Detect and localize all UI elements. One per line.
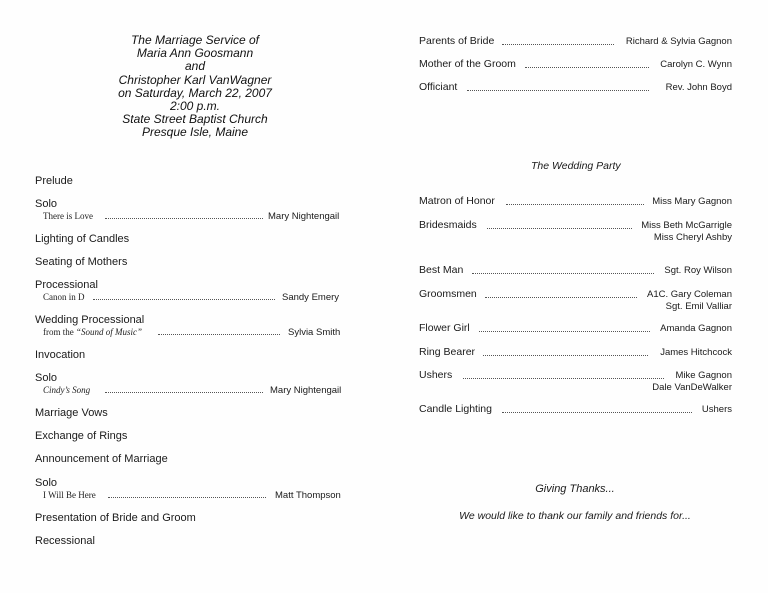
role-label: Flower Girl	[419, 322, 470, 334]
program-item-title: Wedding Processional	[35, 314, 145, 326]
program-item-title: Recessional	[35, 535, 95, 547]
dot-leader	[502, 44, 614, 45]
header-line: Presque Isle, Maine	[141, 125, 249, 140]
dot-leader	[158, 334, 280, 335]
program-piece	[43, 327, 142, 337]
person-name: Amanda Gagnon	[660, 323, 732, 334]
dot-leader	[105, 392, 263, 393]
wedding-party-title: The Wedding Party	[531, 160, 621, 172]
role-label: Mother of the Groom	[419, 58, 516, 70]
program-piece: Cindy’s Song	[43, 385, 91, 395]
program-item-title: Presentation of Bride and Groom	[35, 512, 196, 524]
program-item-title: Seating of Mothers	[35, 256, 128, 268]
program-piece: Canon in D	[43, 292, 85, 302]
person-name: Carolyn C. Wynn	[660, 59, 732, 70]
person-name: Sgt. Roy Wilson	[664, 265, 732, 276]
dot-leader	[479, 331, 650, 332]
person-name: Miss Cheryl Ashby	[653, 231, 732, 243]
dot-leader	[502, 412, 692, 413]
header-line: State Street Baptist Church	[122, 112, 268, 127]
header-line: on Saturday, March 22, 2007	[118, 85, 272, 100]
person-names	[652, 370, 732, 393]
dot-leader	[108, 497, 266, 498]
piece-name: “Sound of Music”	[76, 327, 143, 337]
role-label: Ushers	[419, 369, 453, 381]
piece-prefix: from the	[43, 327, 76, 337]
person-name: Rev. John Boyd	[665, 82, 732, 93]
person-name: Dale VanDeWalker	[652, 381, 732, 393]
program-item-title: Processional	[35, 279, 98, 291]
dot-leader	[506, 204, 644, 205]
person-name: Ushers	[701, 404, 732, 415]
dot-leader	[525, 67, 649, 68]
dot-leader	[463, 378, 664, 379]
program-item-title: Prelude	[35, 175, 73, 187]
header-line: and	[184, 59, 206, 74]
program-item-title: Lighting of Candles	[35, 233, 130, 245]
dot-leader	[467, 90, 649, 91]
program-piece: I Will Be Here	[43, 490, 96, 500]
role-label: Matron of Honor	[419, 195, 495, 207]
role-label: Best Man	[419, 264, 464, 276]
role-label: Officiant	[419, 81, 458, 93]
dot-leader	[105, 218, 263, 219]
dot-leader	[93, 299, 275, 300]
header-line: The Marriage Service of	[130, 33, 260, 47]
person-name: A1C. Gary Coleman	[646, 289, 732, 300]
dot-leader	[485, 297, 637, 298]
person-name: Richard & Sylvia Gagnon	[625, 36, 732, 47]
program-performer: Sylvia Smith	[288, 327, 341, 338]
role-label: Parents of Bride	[419, 35, 495, 47]
program-performer: Mary Nightengail	[270, 385, 342, 396]
person-name: James Hitchcock	[660, 347, 732, 358]
program-piece: There is Love	[43, 211, 93, 221]
program-performer: Mary Nightengail	[268, 211, 340, 222]
program-item-title: Solo	[35, 477, 58, 489]
program-performer: Sandy Emery	[282, 292, 340, 303]
person-name: Miss Beth McGarrigle	[641, 220, 732, 231]
program-item-title: Announcement of Marriage	[35, 453, 168, 465]
dot-leader	[487, 228, 632, 229]
program-item-title: Marriage Vows	[35, 407, 108, 419]
role-label: Ring Bearer	[419, 346, 476, 358]
person-name: Miss Mary Gagnon	[652, 196, 732, 207]
dot-leader	[472, 273, 654, 274]
program-item-title: Solo	[35, 372, 58, 384]
program-item-title: Invocation	[35, 349, 86, 361]
person-name: Sgt. Emil Valliar	[665, 300, 732, 312]
role-label: Groomsmen	[419, 288, 477, 300]
person-name: Mike Gagnon	[675, 370, 732, 381]
program-performer: Matt Thompson	[275, 490, 341, 501]
header-line: Maria Ann Goosmann	[136, 46, 254, 61]
person-names	[647, 289, 732, 312]
header-line: Christopher Karl VanWagner	[118, 72, 272, 87]
program-item-title: Exchange of Rings	[35, 430, 128, 442]
ceremony-header	[90, 34, 300, 140]
thanks-title: Giving Thanks...	[535, 483, 615, 495]
person-names	[641, 220, 732, 243]
thanks-text: We would like to thank our family and friends for...	[459, 510, 691, 522]
role-label: Candle Lighting	[419, 403, 492, 415]
header-line: 2:00 p.m.	[169, 99, 221, 114]
program-item-title: Solo	[35, 198, 58, 210]
dot-leader	[483, 355, 648, 356]
role-label: Bridesmaids	[419, 219, 477, 231]
